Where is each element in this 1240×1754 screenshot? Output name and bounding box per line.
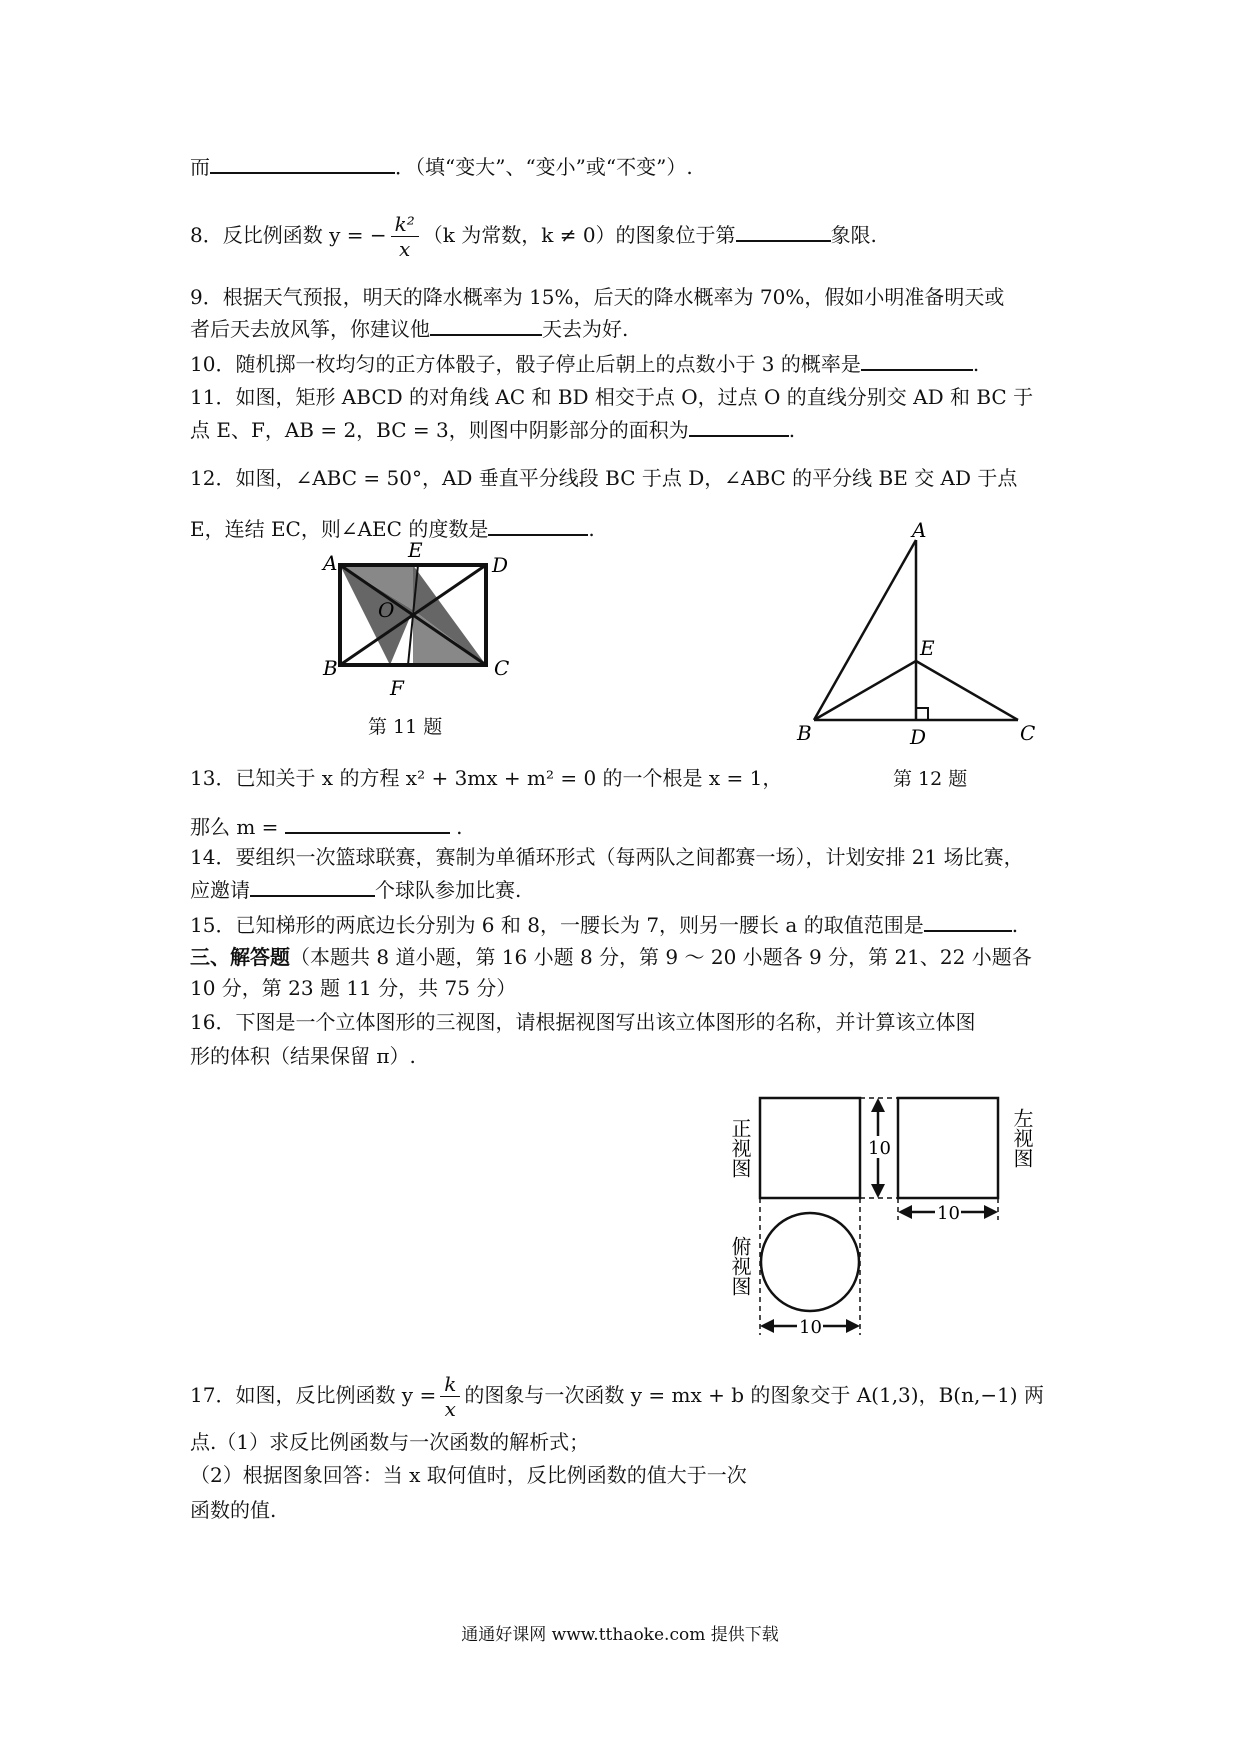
question-16-line-1: 16．下图是一个立体图形的三视图，请根据视图写出该立体图形的名称，并计算该立体图 — [190, 1010, 976, 1034]
fraction: $\frac{\text{k²}}{x}$ — [391, 212, 419, 261]
answer-blank[interactable] — [861, 349, 973, 371]
section-title: 三、解答题 — [190, 945, 290, 969]
top-view-label: 俯视图 — [728, 1236, 752, 1296]
question-8: 8．反比例函数 y = − $\frac{\text{k²}}{x}$ （k 为常数，k ≠ 0）的图象位于第 象限. — [190, 212, 877, 261]
left-view-rect — [898, 1098, 998, 1198]
label-e: E — [408, 538, 423, 562]
label-d: D — [910, 725, 927, 749]
question-15: 15．已知梯形的两底边长分别为 6 和 8，一腰长为 7，则另一腰长 a 的取值范围是 . — [190, 910, 1018, 939]
height-dimension-label: 10 — [868, 1138, 891, 1159]
section-3-line-2: 10 分，第 23 题 11 分，共 75 分） — [190, 976, 517, 1000]
fraction: $\frac{k}{x}$ — [440, 1372, 460, 1421]
figure-12 — [797, 518, 1040, 749]
arrow-head — [760, 1319, 774, 1333]
answer-blank[interactable] — [488, 514, 588, 536]
answer-blank[interactable] — [285, 812, 450, 834]
label-b: B — [323, 656, 338, 680]
label-e: E — [920, 636, 935, 660]
question-11-line-2: 点 E、F，AB = 2，BC = 3，则图中阴影部分的面积为 . — [190, 415, 795, 444]
label-a: A — [323, 551, 338, 575]
answer-blank[interactable] — [924, 910, 1012, 932]
label-f: F — [390, 676, 404, 700]
question-17-line-2: 点.（1）求反比例函数与一次函数的解析式； — [190, 1430, 590, 1454]
question-16-line-2: 形的体积（结果保留 π）. — [190, 1044, 416, 1068]
question-14-line-1: 14．要组织一次篮球联赛，赛制为单循环形式（每两队之间都赛一场），计划安排 21 场比赛， — [190, 845, 1024, 869]
question-9-line-2: 者后天去放风筝，你建议他 天去为好. — [190, 314, 628, 343]
arrow-head — [871, 1184, 885, 1198]
question-17-line-1: 17．如图，反比例函数 y = $\frac{k}{x}$ 的图象与一次函数 y = mx + b 的图象交于 A(1,3)，B(n,−1) 两 — [190, 1372, 1044, 1421]
front-view-label: 正视图 — [728, 1118, 752, 1178]
question-12-line-2: E，连结 EC，则∠AEC 的度数是 . — [190, 514, 595, 543]
front-view-rect — [760, 1098, 860, 1198]
answer-blank[interactable] — [210, 152, 395, 174]
label-c: C — [494, 656, 510, 680]
answer-blank[interactable] — [736, 220, 831, 242]
question-17-line-4: 函数的值. — [190, 1498, 277, 1522]
arrow-head — [898, 1205, 912, 1219]
arrow-head — [846, 1319, 860, 1333]
arrow-head — [984, 1205, 998, 1219]
label-a: A — [912, 518, 927, 542]
section-3-header: 三、解答题（本题共 8 道小题，第 16 小题 8 分，第 9 ～ 20 小题各 9 分，第 21、22 小题各 — [190, 945, 1032, 969]
figure-11 — [320, 538, 520, 700]
page-footer: 通通好课网 www.tthaoke.com 提供下载 — [461, 1625, 779, 1645]
question-13-line-2: 那么 m = . — [190, 812, 463, 841]
label-b: B — [797, 721, 812, 745]
arrow-head — [871, 1098, 885, 1112]
answer-blank[interactable] — [430, 314, 542, 336]
answer-blank[interactable] — [250, 875, 375, 897]
question-14-line-2: 应邀请 个球队参加比赛. — [190, 875, 521, 904]
top-width-label: 10 — [799, 1317, 822, 1338]
question-13-line-1: 13．已知关于 x 的方程 x² + 3mx + m² = 0 的一个根是 x = 1， — [190, 766, 783, 790]
label-o: O — [378, 598, 395, 622]
label-d: D — [492, 553, 509, 577]
left-width-label: 10 — [937, 1203, 960, 1224]
left-view-label: 左视图 — [1010, 1108, 1034, 1168]
figure-11-caption: 第 11 题 — [368, 716, 443, 738]
figure-12-caption: 第 12 题 — [893, 768, 968, 790]
question-11-line-1: 11．如图，矩形 ABCD 的对角线 AC 和 BD 相交于点 O，过点 O 的直线分别交 AD 和 BC 于 — [190, 385, 1034, 409]
q7-tail: 而 ．（填“变大”、“变小”或“不变”）. — [190, 152, 693, 181]
question-10: 10．随机掷一枚均匀的正方体骰子，骰子停止后朝上的点数小于 3 的概率是 . — [190, 349, 979, 378]
segment-ec — [916, 661, 1018, 720]
question-17-line-3: （2）根据图象回答：当 x 取何值时，反比例函数的值大于一次 — [190, 1463, 747, 1487]
figure-16-three-views — [720, 1090, 1080, 1340]
top-view-circle — [761, 1213, 859, 1311]
question-12-line-1: 12．如图，∠ABC = 50°，AD 垂直平分线段 BC 于点 D，∠ABC 的平分线 BE 交 AD 于点 — [190, 466, 1018, 490]
segment-ab — [814, 540, 916, 720]
answer-blank[interactable] — [689, 415, 789, 437]
question-9-line-1: 9．根据天气预报，明天的降水概率为 15%，后天的降水概率为 70%，假如小明准备明天或 — [190, 285, 1005, 309]
right-angle-mark — [916, 708, 928, 720]
label-c: C — [1020, 721, 1036, 745]
